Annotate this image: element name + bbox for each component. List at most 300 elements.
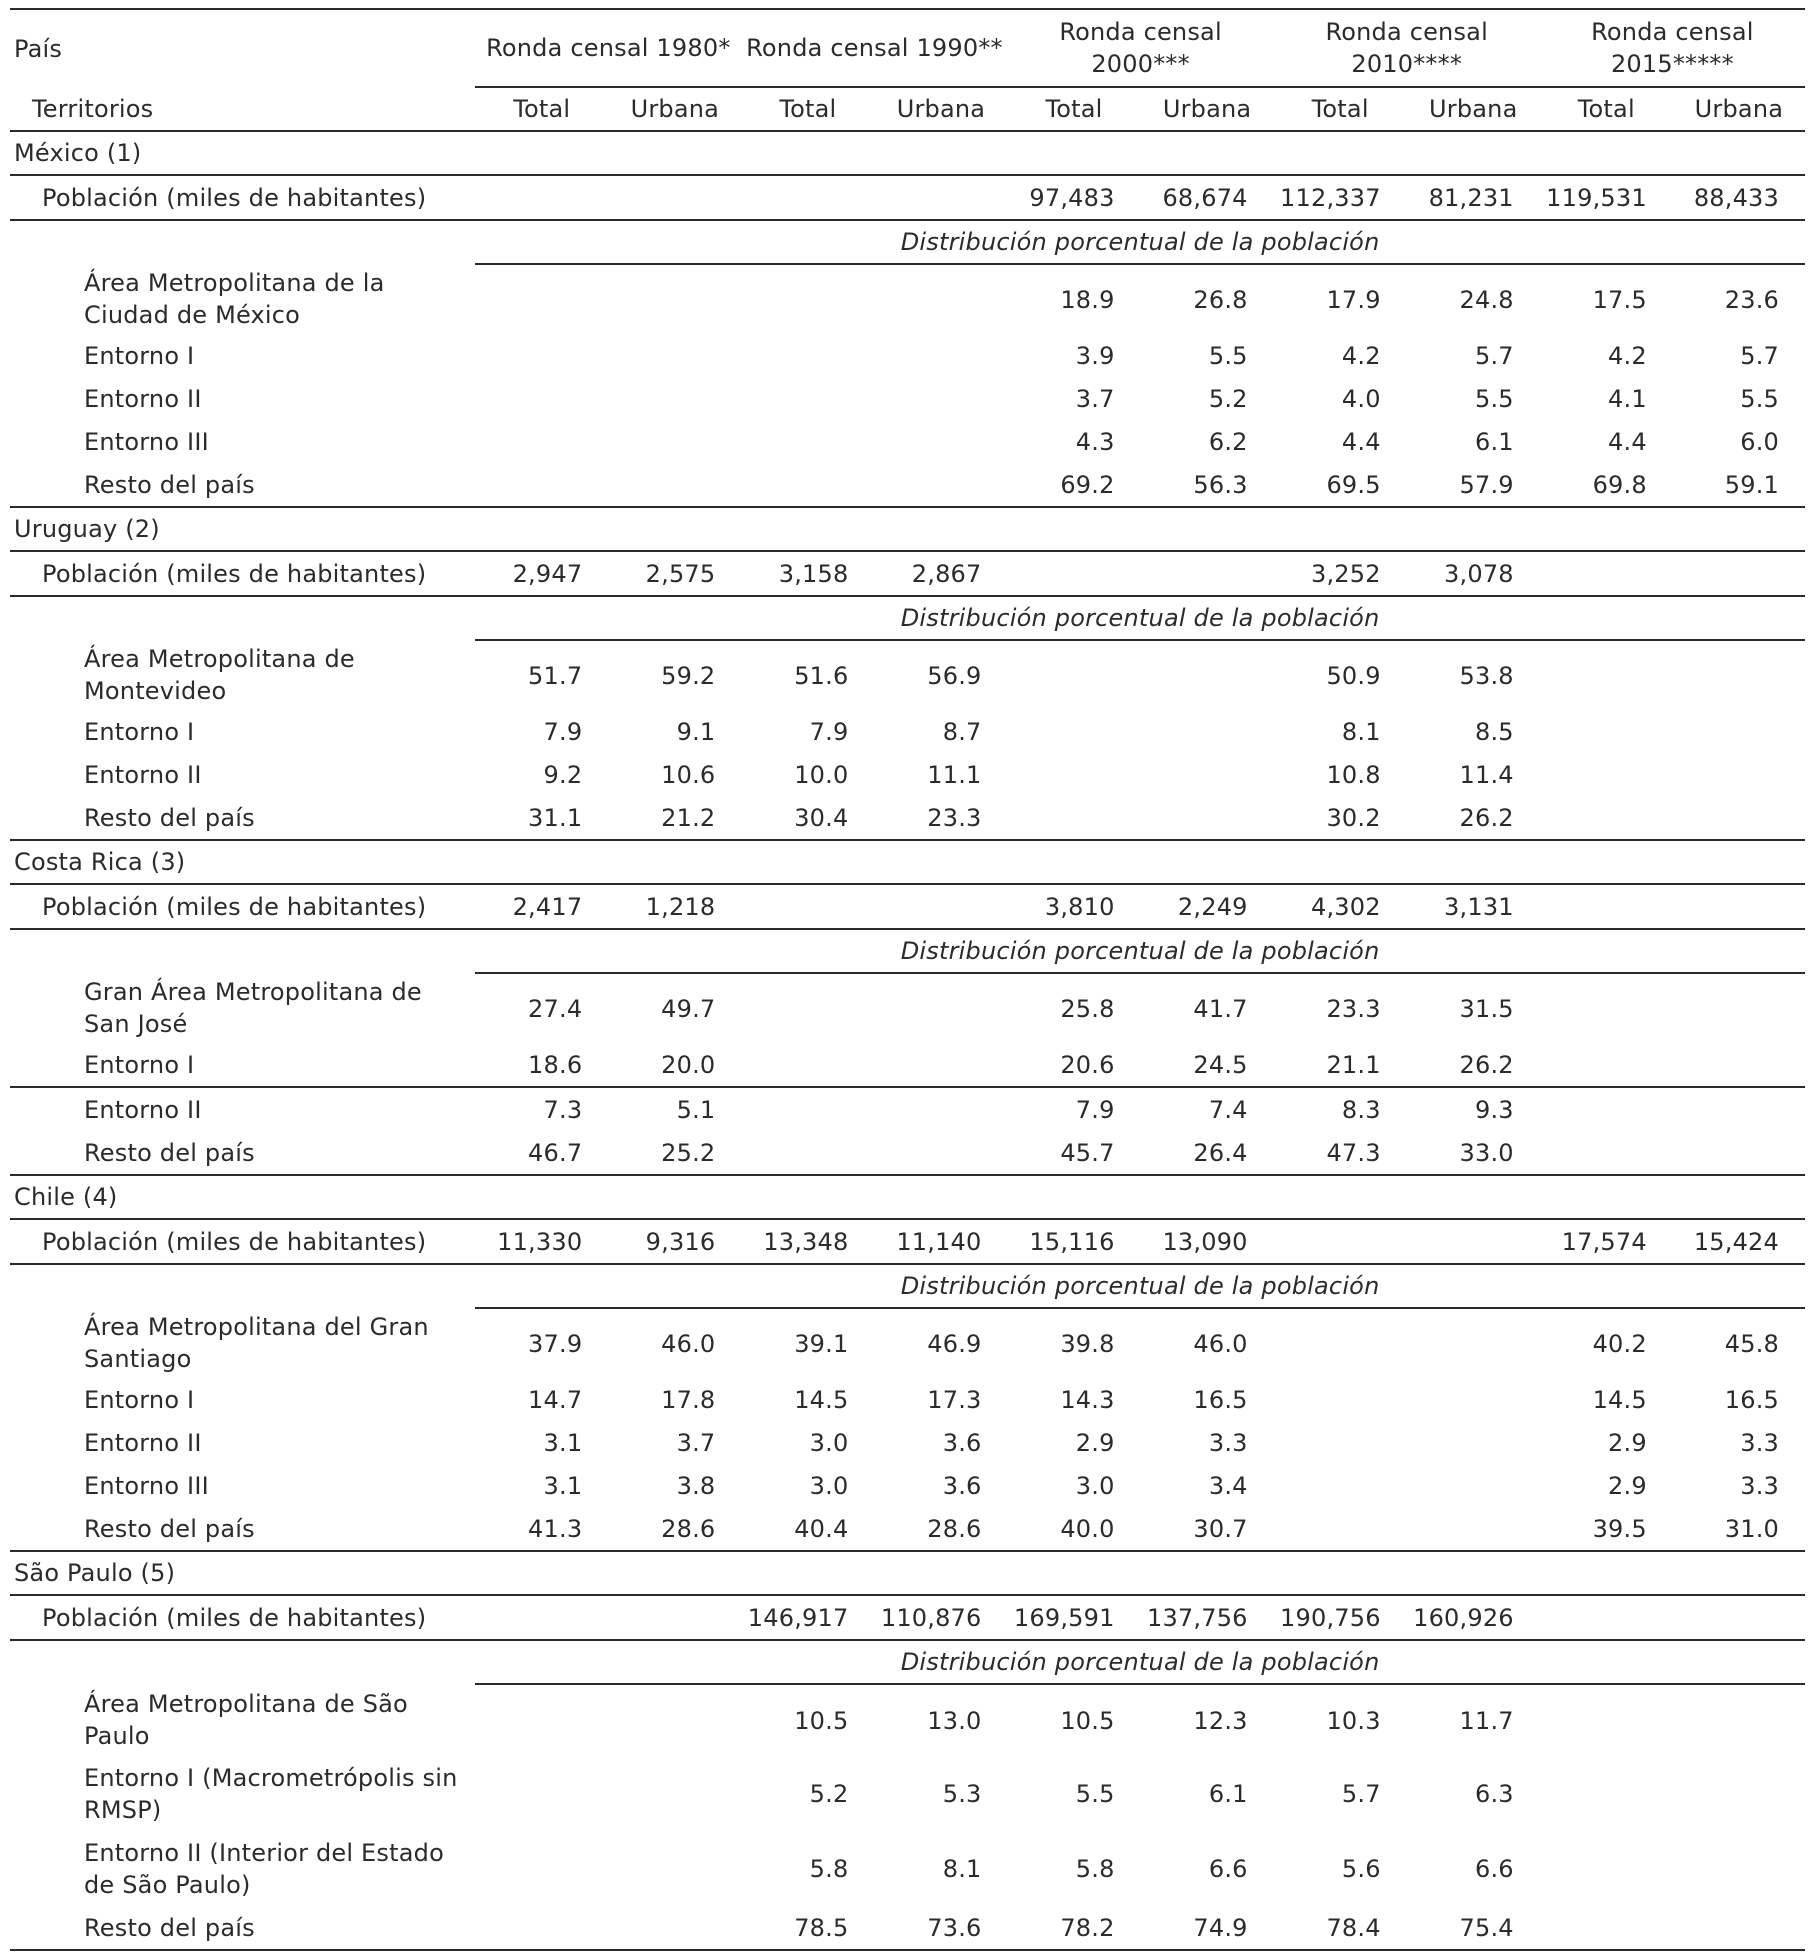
territory-value: 6.1 (1208, 1779, 1248, 1808)
population-value: 3,252 (1274, 551, 1407, 596)
population-label: Población (miles de habitantes) (10, 1595, 475, 1640)
territory-value: 3.6 (942, 1471, 982, 1500)
territory-value: 24.8 (1459, 285, 1514, 314)
territory-value: 18.6 (528, 1050, 583, 1079)
territory-value: 8.1 (1341, 717, 1381, 746)
territory-label: Resto del país (10, 1906, 475, 1950)
territory-value: 3.3 (1740, 1471, 1779, 1500)
territory-value: 2.9 (1608, 1471, 1647, 1500)
territory-value: 23.3 (1326, 994, 1381, 1023)
territory-value: 7.3 (475, 1087, 608, 1131)
territory-value: 7.9 (1008, 1087, 1141, 1131)
territory-value: 21.1 (1326, 1050, 1381, 1079)
territory-value: 78.4 (1274, 1906, 1407, 1950)
header-row-rounds (10, 9, 1805, 87)
territory-label: Área Metropolitana del Gran Santiago (84, 1313, 429, 1373)
total-header: Total (1008, 87, 1141, 131)
territory-label: Resto del país (84, 1514, 255, 1543)
distribution-caption-row (10, 220, 1805, 264)
territory-value (1673, 1831, 1805, 1906)
territory-label: Entorno I (84, 1050, 195, 1079)
population-value (1673, 551, 1805, 596)
population-value: 137,756 (1141, 1595, 1274, 1640)
population-row (10, 1219, 1805, 1264)
territory-value: 26.2 (1459, 1050, 1514, 1079)
population-value: 3,158 (741, 551, 874, 596)
population-value (1540, 1595, 1673, 1640)
territory-value: 78.5 (741, 1906, 874, 1950)
territory-value: 13.0 (927, 1706, 982, 1735)
territory-value (608, 1831, 741, 1906)
territory-label: Entorno II (84, 384, 202, 413)
territory-value: 5.8 (1075, 1854, 1115, 1883)
territory-value (874, 1087, 1007, 1131)
territory-row (10, 1087, 1805, 1131)
territory-row (10, 1684, 1805, 1756)
territory-value (1673, 1043, 1805, 1087)
population-value (475, 1595, 608, 1640)
territory-value: 3.7 (676, 1428, 716, 1457)
territory-value (874, 973, 1007, 1043)
territory-value: 3.4 (1208, 1471, 1248, 1500)
territory-value (608, 1906, 741, 1950)
territory-value: 5.7 (1474, 341, 1514, 370)
population-value: 15,424 (1673, 1219, 1805, 1264)
population-value (1540, 551, 1673, 596)
population-value: 3,078 (1407, 551, 1540, 596)
territory-value: 16.5 (1724, 1385, 1779, 1414)
territory-value (1274, 1378, 1407, 1421)
population-value: 2,249 (1141, 884, 1274, 929)
territory-value: 26.2 (1459, 803, 1514, 832)
territory-value: 3.8 (676, 1471, 716, 1500)
territory-value: 6.3 (1474, 1779, 1514, 1808)
country-name: São Paulo (5) (10, 1551, 1805, 1595)
territory-value (475, 1831, 608, 1906)
territory-value: 11.4 (1459, 760, 1514, 789)
territory-label: Entorno II (10, 1087, 475, 1131)
territory-value (741, 463, 874, 507)
territory-value (1673, 753, 1805, 796)
territory-value: 9.3 (1407, 1087, 1540, 1131)
territory-row (10, 640, 1805, 710)
territory-value: 5.7 (1740, 341, 1779, 370)
territory-value: 39.5 (1592, 1514, 1647, 1543)
territory-label: Entorno III (84, 1471, 209, 1500)
territory-value (1274, 1464, 1407, 1507)
territory-value: 5.6 (1341, 1854, 1381, 1883)
territory-value: 6.1 (1474, 427, 1514, 456)
territory-value: 4.0 (1341, 384, 1381, 413)
territory-value (1540, 1831, 1673, 1906)
territory-label: Resto del país (84, 470, 255, 499)
population-value: 146,917 (741, 1595, 874, 1640)
territory-value (1141, 640, 1274, 710)
distribution-caption: Distribución porcentual de la población (475, 929, 1805, 973)
population-value (475, 175, 608, 220)
territory-value (741, 377, 874, 420)
population-value (874, 175, 1007, 220)
territory-value (608, 377, 741, 420)
territory-value (741, 1131, 874, 1175)
territory-value: 10.3 (1326, 1706, 1381, 1735)
territory-value: 18.9 (1060, 285, 1115, 314)
territory-row (10, 1464, 1805, 1507)
territory-value (741, 1087, 874, 1131)
population-value: 160,926 (1407, 1595, 1540, 1640)
territory-value: 46.0 (661, 1329, 716, 1358)
population-label: Población (miles de habitantes) (10, 884, 475, 929)
round-header: Ronda censal 2000*** (1008, 9, 1274, 87)
territory-label: Entorno II (84, 760, 202, 789)
territory-value (1540, 796, 1673, 840)
territory-value: 3.9 (1075, 341, 1115, 370)
territory-value: 14.3 (1060, 1385, 1115, 1414)
territory-value: 40.4 (794, 1514, 849, 1543)
territory-value: 41.7 (1193, 994, 1248, 1023)
territory-value: 8.1 (942, 1854, 982, 1883)
territory-row (10, 420, 1805, 463)
territory-value: 8.3 (1274, 1087, 1407, 1131)
territory-value: 47.3 (1326, 1138, 1381, 1167)
territory-value (1540, 1043, 1673, 1087)
territory-row (10, 1308, 1805, 1378)
territory-value: 9.2 (543, 760, 583, 789)
territory-value: 69.8 (1592, 470, 1647, 499)
population-table (10, 8, 1805, 1951)
country-header: País (10, 9, 475, 87)
distribution-caption-row (10, 1264, 1805, 1308)
territory-value: 4.1 (1608, 384, 1647, 413)
total-header: Total (475, 87, 608, 131)
territory-value: 20.0 (661, 1050, 716, 1079)
population-value: 97,483 (1008, 175, 1141, 220)
territory-value: 5.1 (608, 1087, 741, 1131)
territories-header: Territorios (32, 94, 154, 123)
territory-row (10, 463, 1805, 507)
territory-value (1673, 796, 1805, 840)
country-row (10, 1551, 1805, 1595)
territory-label: Resto del país (84, 803, 255, 832)
territory-value (874, 334, 1007, 377)
territory-value (1673, 973, 1805, 1043)
territory-value (1540, 1087, 1673, 1131)
territory-value: 11.1 (927, 760, 982, 789)
territory-label: Resto del país (84, 1138, 255, 1167)
territory-row (10, 1421, 1805, 1464)
territory-value: 30.7 (1193, 1514, 1248, 1543)
country-row (10, 507, 1805, 551)
territory-value (1673, 1906, 1805, 1950)
territory-value (1540, 1684, 1673, 1756)
territory-value: 9.1 (676, 717, 716, 746)
territory-row (10, 264, 1805, 334)
territory-value: 51.7 (528, 661, 583, 690)
territory-value: 3.0 (809, 1428, 849, 1457)
territory-label: Área Metropolitana de Montevideo (84, 645, 355, 705)
population-value: 110,876 (874, 1595, 1007, 1640)
population-value (1673, 884, 1805, 929)
territory-row (10, 1131, 1805, 1175)
territory-value: 14.5 (1592, 1385, 1647, 1414)
territory-value (1008, 710, 1141, 753)
territory-value (475, 1756, 608, 1831)
territory-value: 51.6 (794, 661, 849, 690)
country-row (10, 131, 1805, 175)
territory-value: 31.1 (528, 803, 583, 832)
territory-value (1673, 710, 1805, 753)
territory-value: 17.9 (1326, 285, 1381, 314)
territory-value: 10.0 (794, 760, 849, 789)
country-name: Costa Rica (3) (10, 840, 1805, 884)
territory-row (10, 1831, 1805, 1906)
territory-value: 4.2 (1608, 341, 1647, 370)
population-value: 119,531 (1540, 175, 1673, 220)
population-value: 112,337 (1274, 175, 1407, 220)
round-header: Ronda censal 1990** (741, 9, 1007, 87)
header-row-subcols (10, 87, 1805, 131)
territory-value: 6.6 (1208, 1854, 1248, 1883)
total-header: Total (1274, 87, 1407, 131)
territory-value: 5.3 (942, 1779, 982, 1808)
territory-value (1673, 640, 1805, 710)
territory-value (475, 264, 608, 334)
territory-value: 10.5 (794, 1706, 849, 1735)
territory-value: 28.6 (927, 1514, 982, 1543)
territory-value (741, 420, 874, 463)
territory-value (475, 1684, 608, 1756)
territory-value: 3.3 (1740, 1428, 1779, 1457)
country-row (10, 840, 1805, 884)
territory-value: 2.9 (1608, 1428, 1647, 1457)
territory-value: 3.1 (543, 1428, 583, 1457)
territory-value (874, 420, 1007, 463)
territory-value: 7.9 (543, 717, 583, 746)
territory-value (1673, 1131, 1805, 1175)
distribution-caption-spacer (10, 1640, 475, 1684)
territory-value (1008, 796, 1141, 840)
territory-value: 49.7 (661, 994, 716, 1023)
territory-label: Área Metropolitana de la Ciudad de México (84, 269, 385, 329)
population-value: 13,090 (1141, 1219, 1274, 1264)
territory-value: 6.0 (1740, 427, 1779, 456)
territory-value (475, 420, 608, 463)
population-value (1673, 1595, 1805, 1640)
territory-value: 7.9 (809, 717, 849, 746)
territory-value: 6.6 (1474, 1854, 1514, 1883)
territory-value: 4.4 (1608, 427, 1647, 456)
distribution-caption: Distribución porcentual de la población (475, 1640, 1805, 1684)
territory-value: 14.7 (528, 1385, 583, 1414)
territory-value (1540, 710, 1673, 753)
territory-value: 59.1 (1724, 470, 1779, 499)
territory-value: 40.2 (1592, 1329, 1647, 1358)
country-name: Chile (4) (10, 1175, 1805, 1219)
territory-value: 25.8 (1060, 994, 1115, 1023)
population-value: 13,348 (741, 1219, 874, 1264)
territory-label: Área Metropolitana de São Paulo (84, 1690, 408, 1750)
territory-value: 26.8 (1193, 285, 1248, 314)
territory-value: 7.4 (1141, 1087, 1274, 1131)
territory-row (10, 710, 1805, 753)
population-row (10, 175, 1805, 220)
territory-value: 11.7 (1459, 1706, 1514, 1735)
territory-value (1407, 1464, 1540, 1507)
territory-value: 12.3 (1193, 1706, 1248, 1735)
territory-label: Entorno I (84, 341, 195, 370)
territory-value (1540, 1906, 1673, 1950)
territory-value: 14.5 (794, 1385, 849, 1414)
territory-value: 5.2 (1208, 384, 1248, 413)
territory-value (1407, 1507, 1540, 1551)
territory-row (10, 1507, 1805, 1551)
territory-value: 75.4 (1407, 1906, 1540, 1950)
territory-value: 27.4 (528, 994, 583, 1023)
total-header: Total (741, 87, 874, 131)
population-value: 81,231 (1407, 175, 1540, 220)
urban-header: Urbana (1141, 87, 1274, 131)
territory-value: 78.2 (1008, 1906, 1141, 1950)
territory-value: 4.3 (1075, 427, 1115, 456)
territory-value: 25.2 (661, 1138, 716, 1167)
territory-value: 45.8 (1724, 1329, 1779, 1358)
urban-header: Urbana (608, 87, 741, 131)
distribution-caption-spacer (10, 929, 475, 973)
territory-value (1673, 1684, 1805, 1756)
country-name: Uruguay (2) (10, 507, 1805, 551)
territory-value (475, 463, 608, 507)
territory-label: Entorno III (84, 427, 209, 456)
territory-value (874, 1131, 1007, 1175)
population-value: 3,810 (1008, 884, 1141, 929)
distribution-caption: Distribución porcentual de la población (475, 220, 1805, 264)
territory-value: 17.3 (927, 1385, 982, 1414)
population-value: 2,575 (608, 551, 741, 596)
territory-row (10, 796, 1805, 840)
round-header: Ronda censal 1980* (475, 9, 741, 87)
population-value: 17,574 (1540, 1219, 1673, 1264)
territory-value (608, 420, 741, 463)
territory-value: 40.0 (1060, 1514, 1115, 1543)
territory-label: Gran Área Metropolitana de San José (84, 978, 422, 1038)
territory-row (10, 753, 1805, 796)
population-value (1008, 551, 1141, 596)
territory-value (1008, 640, 1141, 710)
territory-value (741, 264, 874, 334)
territory-value: 45.7 (1060, 1138, 1115, 1167)
territory-row (10, 334, 1805, 377)
territory-value: 30.2 (1326, 803, 1381, 832)
population-value: 3,131 (1407, 884, 1540, 929)
distribution-caption-row (10, 929, 1805, 973)
territory-value (874, 264, 1007, 334)
distribution-caption-spacer (10, 220, 475, 264)
urban-header: Urbana (1407, 87, 1540, 131)
territory-label: Entorno I (84, 717, 195, 746)
table-container (10, 8, 1805, 1951)
territory-label: Entorno II (Interior del Estado de São Paulo) (84, 1838, 444, 1899)
territory-value (1274, 1308, 1407, 1378)
urban-header: Urbana (874, 87, 1007, 131)
population-value (1141, 551, 1274, 596)
territory-value: 3.0 (1075, 1471, 1115, 1500)
population-label: Población (miles de habitantes) (10, 175, 475, 220)
territory-value: 37.9 (528, 1329, 583, 1358)
table-header (10, 9, 1805, 131)
territory-value: 39.1 (794, 1329, 849, 1358)
territory-value: 5.5 (1208, 341, 1248, 370)
territory-value: 5.5 (1075, 1779, 1115, 1808)
territory-value: 8.5 (1474, 717, 1514, 746)
territory-value: 23.3 (927, 803, 982, 832)
territory-value (475, 334, 608, 377)
population-row (10, 551, 1805, 596)
territory-value: 10.6 (661, 760, 716, 789)
territory-value (874, 377, 1007, 420)
territory-value: 4.4 (1341, 427, 1381, 456)
territory-value (874, 463, 1007, 507)
territory-value: 5.8 (809, 1854, 849, 1883)
territory-value (1540, 973, 1673, 1043)
population-value (1407, 1219, 1540, 1264)
population-value: 9,316 (608, 1219, 741, 1264)
population-value: 169,591 (1008, 1595, 1141, 1640)
territory-value: 5.7 (1341, 1779, 1381, 1808)
population-value (608, 175, 741, 220)
population-row (10, 884, 1805, 929)
territory-value (608, 264, 741, 334)
territory-value: 10.5 (1060, 1706, 1115, 1735)
territory-value (1141, 796, 1274, 840)
territory-value: 41.3 (528, 1514, 583, 1543)
distribution-caption-spacer (10, 596, 475, 640)
territory-value (1540, 1131, 1673, 1175)
territory-value: 17.8 (661, 1385, 716, 1414)
population-value: 190,756 (1274, 1595, 1407, 1640)
territory-value (1673, 1756, 1805, 1831)
territory-value (1141, 753, 1274, 796)
territory-label: Entorno I (Macrometrópolis sin RMSP) (84, 1763, 458, 1824)
territory-value: 73.6 (874, 1906, 1007, 1950)
territory-value: 5.5 (1740, 384, 1779, 413)
country-row (10, 1175, 1805, 1219)
territory-row (10, 1378, 1805, 1421)
territory-value: 20.6 (1060, 1050, 1115, 1079)
territory-value: 46.9 (927, 1329, 982, 1358)
territory-value (1274, 1507, 1407, 1551)
territory-value: 24.5 (1193, 1050, 1248, 1079)
territory-value: 5.2 (809, 1779, 849, 1808)
territory-value: 33.0 (1459, 1138, 1514, 1167)
territory-value (1540, 1756, 1673, 1831)
territory-value: 23.6 (1724, 285, 1779, 314)
territory-value (608, 463, 741, 507)
territory-value: 46.7 (528, 1138, 583, 1167)
territory-value: 3.3 (1208, 1428, 1248, 1457)
population-value: 15,116 (1008, 1219, 1141, 1264)
territory-value: 5.5 (1474, 384, 1514, 413)
territory-row (10, 1756, 1805, 1831)
territory-value: 39.8 (1060, 1329, 1115, 1358)
territory-value (1540, 640, 1673, 710)
table-body (10, 131, 1805, 1950)
territory-value (1407, 1378, 1540, 1421)
territory-value: 3.0 (809, 1471, 849, 1500)
population-value (1274, 1219, 1407, 1264)
round-header: Ronda censal 2010**** (1274, 9, 1540, 87)
territory-value: 6.2 (1208, 427, 1248, 456)
population-value: 11,140 (874, 1219, 1007, 1264)
